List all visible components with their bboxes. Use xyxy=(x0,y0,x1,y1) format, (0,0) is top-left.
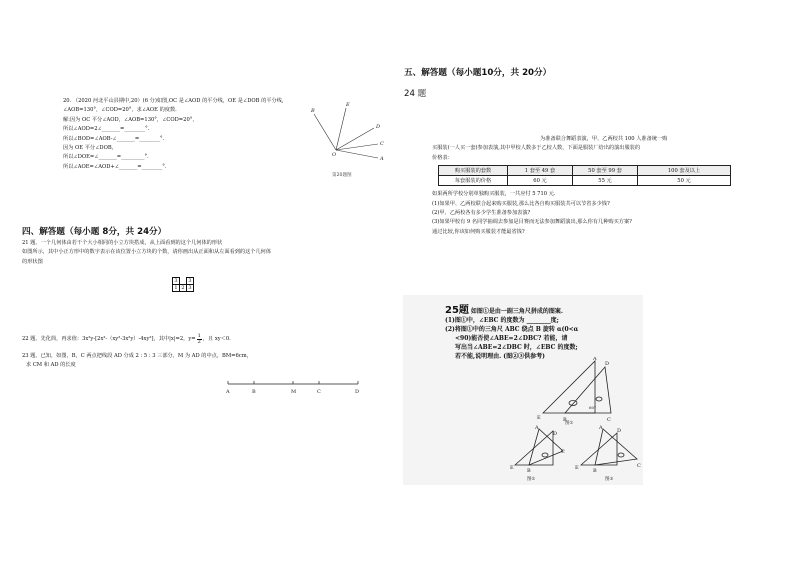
q23-segment-figure xyxy=(224,378,364,398)
q21-top-view-grid xyxy=(172,277,194,292)
q25-figures-2-3 xyxy=(509,425,643,483)
q20-figure-caption: 第20题图 xyxy=(332,173,352,178)
point-c: C xyxy=(317,389,321,395)
q25-figure-1 xyxy=(535,357,615,425)
fig3-triangle-1 xyxy=(581,433,617,465)
q25-line: 如图①是由一副三角尺拼成的图案. xyxy=(470,308,564,315)
q25-text-block xyxy=(445,301,578,361)
table-cell: 1 套至 49 套 xyxy=(508,166,573,176)
q22-text: 22 题、先化简，再求值：3x²y-[2x²-（xy²-3x²y）-4xy²]，其中|x|=2，y= xyxy=(22,335,196,342)
table-cell: 50 元 xyxy=(638,176,731,186)
q20-line: 所以∠AOD=2∠_______=________°. xyxy=(63,126,150,133)
triangle-abc xyxy=(565,367,611,413)
grid-cell: 3 xyxy=(188,278,192,284)
point-m: M xyxy=(291,389,297,395)
q22-fraction xyxy=(197,334,202,345)
fraction-numerator: 1 xyxy=(197,333,201,339)
q24-after-line: (3)如果甲校有 9 名同学抽调去参加是目赛而无法参加舞蹈演出,那么你有几种购买方案? xyxy=(432,219,632,226)
label-o: O xyxy=(332,152,337,158)
table-cell: 每套服装的价格 xyxy=(439,176,508,186)
label-e: E xyxy=(346,102,350,108)
grid-cell: 2 xyxy=(181,285,185,291)
q24-label: 24 题 xyxy=(404,89,427,99)
q21-line: 如图所示，其中小正方形中的数字表示在该位置小立方块的个数，请你画出从正面和从左面看到的这个几何体 xyxy=(22,249,272,256)
q24-after-line: (1)如果甲、乙两校联合起来购买服装,那么比各自购买服装共可以节省多少钱? xyxy=(432,200,610,207)
q20-line: 因为 OE 平分∠DOB, xyxy=(63,145,114,152)
q22-line xyxy=(22,334,231,345)
q23-block xyxy=(22,352,252,371)
section-5-title: 五、解答题（每小题10分，共 20分） xyxy=(404,68,552,78)
ray-a xyxy=(336,150,378,158)
q25-line: (2)将图①中的三角尺 ABC 绕点 B 旋转 α(0<α xyxy=(445,326,579,333)
fig1-label-b: B xyxy=(563,417,567,423)
label-b: B xyxy=(311,108,315,114)
section-4-title: 四、解答题（每小题 8分，共 24分） xyxy=(22,227,167,237)
q24-block xyxy=(432,135,742,237)
q20-block xyxy=(63,97,284,172)
table-cell: 购买服装的套数 xyxy=(439,166,508,176)
label-c: C xyxy=(380,141,384,147)
q23-line: 求 CM 和 AD 的长度 xyxy=(26,362,76,369)
fig2-label-c: C xyxy=(561,449,565,455)
q24-intro-line: 为准备联合舞蹈表演，甲、乙两校共 100 人准备统一购 xyxy=(540,136,668,142)
q21-block xyxy=(22,239,271,267)
fig2-triangle-2 xyxy=(529,429,563,465)
price-table xyxy=(438,165,731,186)
grid-cell-empty xyxy=(180,278,187,285)
table-cell: 60 元 xyxy=(508,176,573,186)
fig1-caption: 图① xyxy=(565,421,574,425)
q21-line: 的形状图 xyxy=(22,258,43,265)
ray-c xyxy=(336,144,378,150)
fig2-caption: 图② xyxy=(527,477,536,482)
label-d: D xyxy=(376,124,381,130)
fig3-label-e: E xyxy=(575,465,579,471)
q25-scan xyxy=(403,295,643,485)
table-cell: 100 套及以上 xyxy=(638,166,731,176)
fig2-label-a: A xyxy=(535,425,539,431)
q25-line: 若不能,说明理由. (图②③供参考) xyxy=(455,353,545,360)
fig3-label-b: B xyxy=(593,468,597,474)
q24-intro-line: 价格表： xyxy=(432,154,453,161)
grid-cell: 3 xyxy=(174,278,178,284)
q20-line: 所以∠AOE=∠AOD+∠_______=________°. xyxy=(63,163,167,170)
fig1-label-e: E xyxy=(537,415,541,421)
q20-line: 20. （2020 河北平山县期中,20）(6 分)如图,OC 是∠AOD 的平分线，OE 是∠DOB 的平分线, xyxy=(63,98,284,104)
grid-cell: 3 xyxy=(188,285,192,291)
price-table-header xyxy=(439,166,731,176)
point-a: A xyxy=(226,389,230,395)
point-b: B xyxy=(252,389,256,395)
fig1-angle-label: 60° xyxy=(589,405,597,410)
table-cell: 50 套至 99 套 xyxy=(573,166,638,176)
fig2-label-e: E xyxy=(510,465,514,471)
fig3-label-d: D xyxy=(617,428,622,434)
q24-intro-line: 买服装(一人买一套)参加表演,其中甲校人数多于乙校人数，下面是服装厂给出的演出服装的 xyxy=(432,145,641,152)
fig1-label-c: C xyxy=(607,417,611,423)
q24-after-line: 通过比较,你该如何购买服装才能最省钱? xyxy=(432,228,525,235)
fig3-label-c: C xyxy=(637,463,641,469)
q22-tail: ，且 xy＜0. xyxy=(202,335,231,342)
fig1-label-d: D xyxy=(605,361,610,367)
q21-line: 21 题、一个几何体由若干个大小相同的小立方块搭成，从上面看到的这个几何体的形状 xyxy=(22,240,223,246)
q23-line: 23 题、已知，如图，B，C 两点把线段 AD 分成 2 : 5 : 3 三部分，M 为 AD 的中点，BM=6cm， xyxy=(22,353,252,359)
fig2-label-d: D xyxy=(553,431,558,437)
grid-cell: 1 xyxy=(174,285,178,291)
ray-e xyxy=(336,108,346,150)
q24-after-line: 如果两所学校分别单独购买服装，一共应付 5 710 元. xyxy=(432,191,556,198)
ray-b xyxy=(314,114,336,150)
fig2-label-b: B xyxy=(527,468,531,474)
fig1-label-a: A xyxy=(593,357,597,362)
q20-line: 所以∠DOE=∠_______=_________°. xyxy=(63,154,149,161)
q24-after-line: (2)甲、乙两校各有多少学生准备参加表演? xyxy=(432,210,531,217)
price-table-row xyxy=(439,176,731,186)
q25-line: <90)能否使∠ABE=2∠DBC? 若能，请 xyxy=(455,335,568,342)
fig3-label-a: A xyxy=(599,425,603,431)
q25-line: (1)图①中，∠EBC 的度数为 ________度; xyxy=(445,317,559,324)
q20-line: 所以∠BOD=∠AOB-∠_______=________°. xyxy=(63,135,165,142)
table-cell: 55 元 xyxy=(573,176,638,186)
q20-line: 解:因为 OC 平分∠AOD，∠AOB=130°，∠COD=20°， xyxy=(63,116,198,123)
q20-angle-figure xyxy=(310,100,390,182)
q20-line: ∠AOB=130°，∠COD=20°，求∠AOE 的度数. xyxy=(63,107,177,114)
q25-line: 写出当∠ABE=2∠DBC 时，∠EBC 的度数; xyxy=(455,344,578,351)
label-a: A xyxy=(380,156,384,162)
ray-d xyxy=(336,128,374,150)
fraction-denominator: 2 xyxy=(197,339,201,345)
point-d: D xyxy=(355,389,360,395)
q25-title: 25题 xyxy=(445,305,469,316)
fig3-caption: 图③ xyxy=(605,477,614,482)
